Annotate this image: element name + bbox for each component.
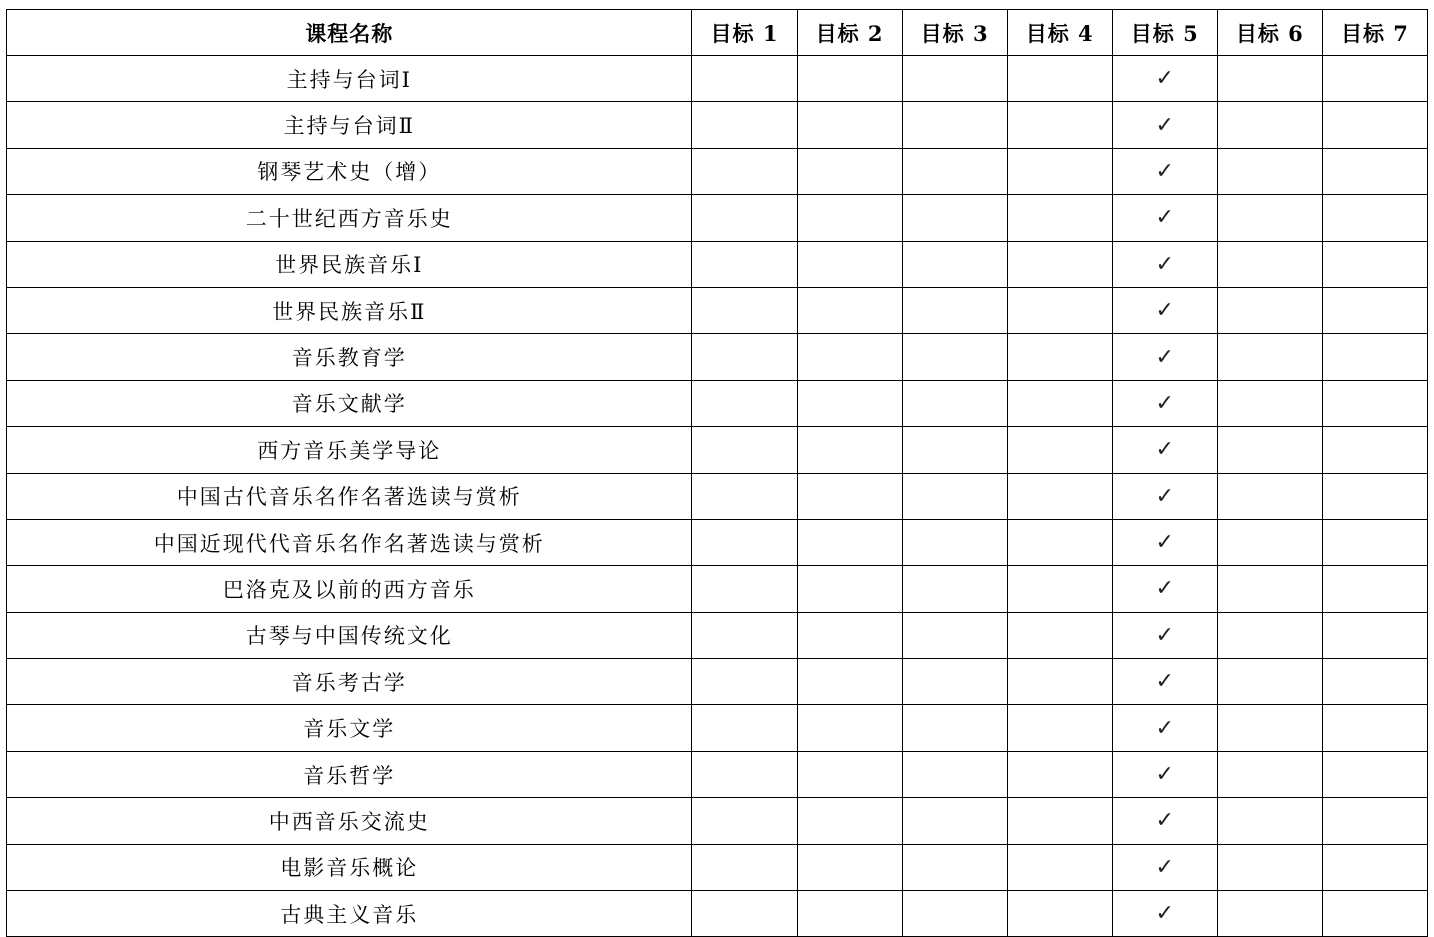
- table-row: [7, 287, 1428, 333]
- goal-3-cell: [902, 844, 1007, 890]
- goal-2-cell: [797, 473, 902, 519]
- goal-7-cell: [1322, 751, 1427, 797]
- goal-3-cell: [902, 241, 1007, 287]
- table-row: [7, 891, 1428, 937]
- goal-1-cell: [692, 612, 797, 658]
- goal-2-cell: [797, 334, 902, 380]
- goal-5-cell: [1112, 148, 1217, 194]
- goal-7-cell: [1322, 844, 1427, 890]
- goal-3-cell: [902, 334, 1007, 380]
- goal-1-cell: [692, 427, 797, 473]
- goal-3-cell: [902, 102, 1007, 148]
- goal-3-cell: [902, 473, 1007, 519]
- goal-5-cell: [1112, 195, 1217, 241]
- goal-6-cell: [1217, 148, 1322, 194]
- header-course-name: 课程名称: [7, 10, 692, 56]
- course-name-cell: 古典主义音乐: [7, 891, 692, 937]
- table-row: [7, 380, 1428, 426]
- goal-4-cell: [1007, 380, 1112, 426]
- goal-5-cell: [1112, 427, 1217, 473]
- goal-6-cell: [1217, 659, 1322, 705]
- goal-7-cell: [1322, 148, 1427, 194]
- goal-1-cell: [692, 751, 797, 797]
- check-mark-icon: ✓: [1155, 576, 1174, 602]
- goal-4-cell: [1007, 751, 1112, 797]
- goal-3-cell: [902, 891, 1007, 937]
- goal-4-cell: [1007, 195, 1112, 241]
- course-name-cell: 世界民族音乐Ⅱ: [7, 287, 692, 333]
- goal-2-cell: [797, 148, 902, 194]
- course-name-cell: 主持与台词Ⅱ: [7, 102, 692, 148]
- goal-6-cell: [1217, 844, 1322, 890]
- course-name-cell: 主持与台词Ⅰ: [7, 56, 692, 102]
- goal-6-cell: [1217, 891, 1322, 937]
- goal-2-cell: [797, 751, 902, 797]
- table-row: [7, 427, 1428, 473]
- goal-5-cell: [1112, 102, 1217, 148]
- goal-5-cell: [1112, 56, 1217, 102]
- goal-5-cell: [1112, 891, 1217, 937]
- goal-5-cell: [1112, 473, 1217, 519]
- check-mark-icon: ✓: [1155, 251, 1174, 277]
- goal-2-cell: [797, 380, 902, 426]
- goal-2-cell: [797, 519, 902, 565]
- goal-4-cell: [1007, 566, 1112, 612]
- check-mark-icon: ✓: [1155, 112, 1174, 138]
- table-row: [7, 195, 1428, 241]
- header-goal-6: 目标 6: [1217, 10, 1322, 56]
- goal-6-cell: [1217, 519, 1322, 565]
- goal-6-cell: [1217, 612, 1322, 658]
- header-goal-4: 目标 4: [1007, 10, 1112, 56]
- check-mark-icon: ✓: [1155, 715, 1174, 741]
- goal-1-cell: [692, 334, 797, 380]
- goal-5-cell: [1112, 844, 1217, 890]
- goal-3-cell: [902, 519, 1007, 565]
- table-row: [7, 705, 1428, 751]
- goal-6-cell: [1217, 56, 1322, 102]
- goal-6-cell: [1217, 798, 1322, 844]
- check-mark-icon: ✓: [1155, 158, 1174, 184]
- goal-1-cell: [692, 148, 797, 194]
- table-row: [7, 56, 1428, 102]
- goal-1-cell: [692, 798, 797, 844]
- goal-2-cell: [797, 612, 902, 658]
- goal-3-cell: [902, 195, 1007, 241]
- goal-7-cell: [1322, 891, 1427, 937]
- goal-5-cell: [1112, 705, 1217, 751]
- goal-2-cell: [797, 566, 902, 612]
- goal-6-cell: [1217, 380, 1322, 426]
- goal-4-cell: [1007, 891, 1112, 937]
- goal-5-cell: [1112, 566, 1217, 612]
- goal-4-cell: [1007, 56, 1112, 102]
- header-goal-2: 目标 2: [797, 10, 902, 56]
- goal-6-cell: [1217, 195, 1322, 241]
- course-goals-table: [6, 9, 1428, 937]
- goal-7-cell: [1322, 659, 1427, 705]
- goal-2-cell: [797, 798, 902, 844]
- table-row: [7, 751, 1428, 797]
- header-row: [7, 10, 1428, 56]
- goal-4-cell: [1007, 427, 1112, 473]
- table-row: [7, 334, 1428, 380]
- goal-5-cell: [1112, 659, 1217, 705]
- check-mark-icon: ✓: [1155, 854, 1174, 880]
- goal-5-cell: [1112, 287, 1217, 333]
- goal-7-cell: [1322, 705, 1427, 751]
- goal-2-cell: [797, 195, 902, 241]
- goal-1-cell: [692, 519, 797, 565]
- goal-1-cell: [692, 566, 797, 612]
- goal-4-cell: [1007, 334, 1112, 380]
- table-row: [7, 148, 1428, 194]
- table-row: [7, 798, 1428, 844]
- goal-2-cell: [797, 427, 902, 473]
- goal-1-cell: [692, 659, 797, 705]
- goal-3-cell: [902, 659, 1007, 705]
- goal-7-cell: [1322, 519, 1427, 565]
- table-row: [7, 102, 1428, 148]
- goal-4-cell: [1007, 659, 1112, 705]
- goal-3-cell: [902, 751, 1007, 797]
- goal-4-cell: [1007, 519, 1112, 565]
- goal-6-cell: [1217, 427, 1322, 473]
- goal-1-cell: [692, 56, 797, 102]
- goal-2-cell: [797, 102, 902, 148]
- goal-1-cell: [692, 195, 797, 241]
- check-mark-icon: ✓: [1155, 622, 1174, 648]
- goal-7-cell: [1322, 241, 1427, 287]
- goal-2-cell: [797, 705, 902, 751]
- goal-4-cell: [1007, 148, 1112, 194]
- check-mark-icon: ✓: [1155, 390, 1174, 416]
- goal-4-cell: [1007, 844, 1112, 890]
- check-mark-icon: ✓: [1155, 901, 1174, 927]
- check-mark-icon: ✓: [1155, 298, 1174, 324]
- goal-7-cell: [1322, 102, 1427, 148]
- goal-4-cell: [1007, 102, 1112, 148]
- goal-7-cell: [1322, 427, 1427, 473]
- course-name-cell: 音乐文献学: [7, 380, 692, 426]
- goal-4-cell: [1007, 287, 1112, 333]
- course-name-cell: 二十世纪西方音乐史: [7, 195, 692, 241]
- goal-1-cell: [692, 380, 797, 426]
- goal-7-cell: [1322, 56, 1427, 102]
- course-name-cell: 中国近现代代音乐名作名著选读与赏析: [7, 519, 692, 565]
- goal-3-cell: [902, 612, 1007, 658]
- goal-3-cell: [902, 798, 1007, 844]
- goal-5-cell: [1112, 334, 1217, 380]
- goal-7-cell: [1322, 380, 1427, 426]
- course-name-cell: 中国古代音乐名作名著选读与赏析: [7, 473, 692, 519]
- goal-1-cell: [692, 241, 797, 287]
- check-mark-icon: ✓: [1155, 669, 1174, 695]
- course-name-cell: 中西音乐交流史: [7, 798, 692, 844]
- table-row: [7, 659, 1428, 705]
- table-row: [7, 473, 1428, 519]
- header-goal-3: 目标 3: [902, 10, 1007, 56]
- goal-6-cell: [1217, 705, 1322, 751]
- goal-5-cell: [1112, 798, 1217, 844]
- goal-2-cell: [797, 241, 902, 287]
- check-mark-icon: ✓: [1155, 483, 1174, 509]
- goal-2-cell: [797, 659, 902, 705]
- course-name-cell: 电影音乐概论: [7, 844, 692, 890]
- goal-3-cell: [902, 705, 1007, 751]
- goal-3-cell: [902, 380, 1007, 426]
- goal-1-cell: [692, 473, 797, 519]
- course-name-cell: 音乐文学: [7, 705, 692, 751]
- header-goal-5: 目标 5: [1112, 10, 1217, 56]
- course-name-cell: 西方音乐美学导论: [7, 427, 692, 473]
- check-mark-icon: ✓: [1155, 205, 1174, 231]
- goal-7-cell: [1322, 566, 1427, 612]
- check-mark-icon: ✓: [1155, 437, 1174, 463]
- table-body: [7, 56, 1428, 937]
- goal-1-cell: [692, 287, 797, 333]
- goal-6-cell: [1217, 566, 1322, 612]
- goal-1-cell: [692, 102, 797, 148]
- goal-7-cell: [1322, 287, 1427, 333]
- goal-3-cell: [902, 56, 1007, 102]
- goal-4-cell: [1007, 473, 1112, 519]
- goal-6-cell: [1217, 287, 1322, 333]
- goal-3-cell: [902, 427, 1007, 473]
- goal-3-cell: [902, 566, 1007, 612]
- course-name-cell: 音乐哲学: [7, 751, 692, 797]
- goal-1-cell: [692, 844, 797, 890]
- goal-7-cell: [1322, 612, 1427, 658]
- goal-6-cell: [1217, 751, 1322, 797]
- goal-5-cell: [1112, 612, 1217, 658]
- table-row: [7, 844, 1428, 890]
- table-row: [7, 519, 1428, 565]
- goal-4-cell: [1007, 612, 1112, 658]
- course-name-cell: 世界民族音乐Ⅰ: [7, 241, 692, 287]
- course-name-cell: 钢琴艺术史（增）: [7, 148, 692, 194]
- check-mark-icon: ✓: [1155, 66, 1174, 92]
- course-name-cell: 音乐教育学: [7, 334, 692, 380]
- check-mark-icon: ✓: [1155, 808, 1174, 834]
- goal-4-cell: [1007, 798, 1112, 844]
- goal-2-cell: [797, 287, 902, 333]
- header-goal-1: 目标 1: [692, 10, 797, 56]
- goal-6-cell: [1217, 334, 1322, 380]
- goal-6-cell: [1217, 102, 1322, 148]
- goal-1-cell: [692, 891, 797, 937]
- header-goal-7: 目标 7: [1322, 10, 1427, 56]
- goal-7-cell: [1322, 798, 1427, 844]
- goal-4-cell: [1007, 241, 1112, 287]
- check-mark-icon: ✓: [1155, 344, 1174, 370]
- goal-5-cell: [1112, 751, 1217, 797]
- course-name-cell: 古琴与中国传统文化: [7, 612, 692, 658]
- goal-4-cell: [1007, 705, 1112, 751]
- goal-3-cell: [902, 287, 1007, 333]
- goal-2-cell: [797, 891, 902, 937]
- goal-7-cell: [1322, 473, 1427, 519]
- check-mark-icon: ✓: [1155, 530, 1174, 556]
- goal-6-cell: [1217, 473, 1322, 519]
- table-row: [7, 241, 1428, 287]
- table-row: [7, 612, 1428, 658]
- check-mark-icon: ✓: [1155, 762, 1174, 788]
- goal-1-cell: [692, 705, 797, 751]
- goal-5-cell: [1112, 380, 1217, 426]
- goal-7-cell: [1322, 195, 1427, 241]
- goal-6-cell: [1217, 241, 1322, 287]
- course-name-cell: 巴洛克及以前的西方音乐: [7, 566, 692, 612]
- goal-7-cell: [1322, 334, 1427, 380]
- goal-5-cell: [1112, 241, 1217, 287]
- goal-2-cell: [797, 56, 902, 102]
- goal-2-cell: [797, 844, 902, 890]
- table-row: [7, 566, 1428, 612]
- goal-3-cell: [902, 148, 1007, 194]
- course-name-cell: 音乐考古学: [7, 659, 692, 705]
- goal-5-cell: [1112, 519, 1217, 565]
